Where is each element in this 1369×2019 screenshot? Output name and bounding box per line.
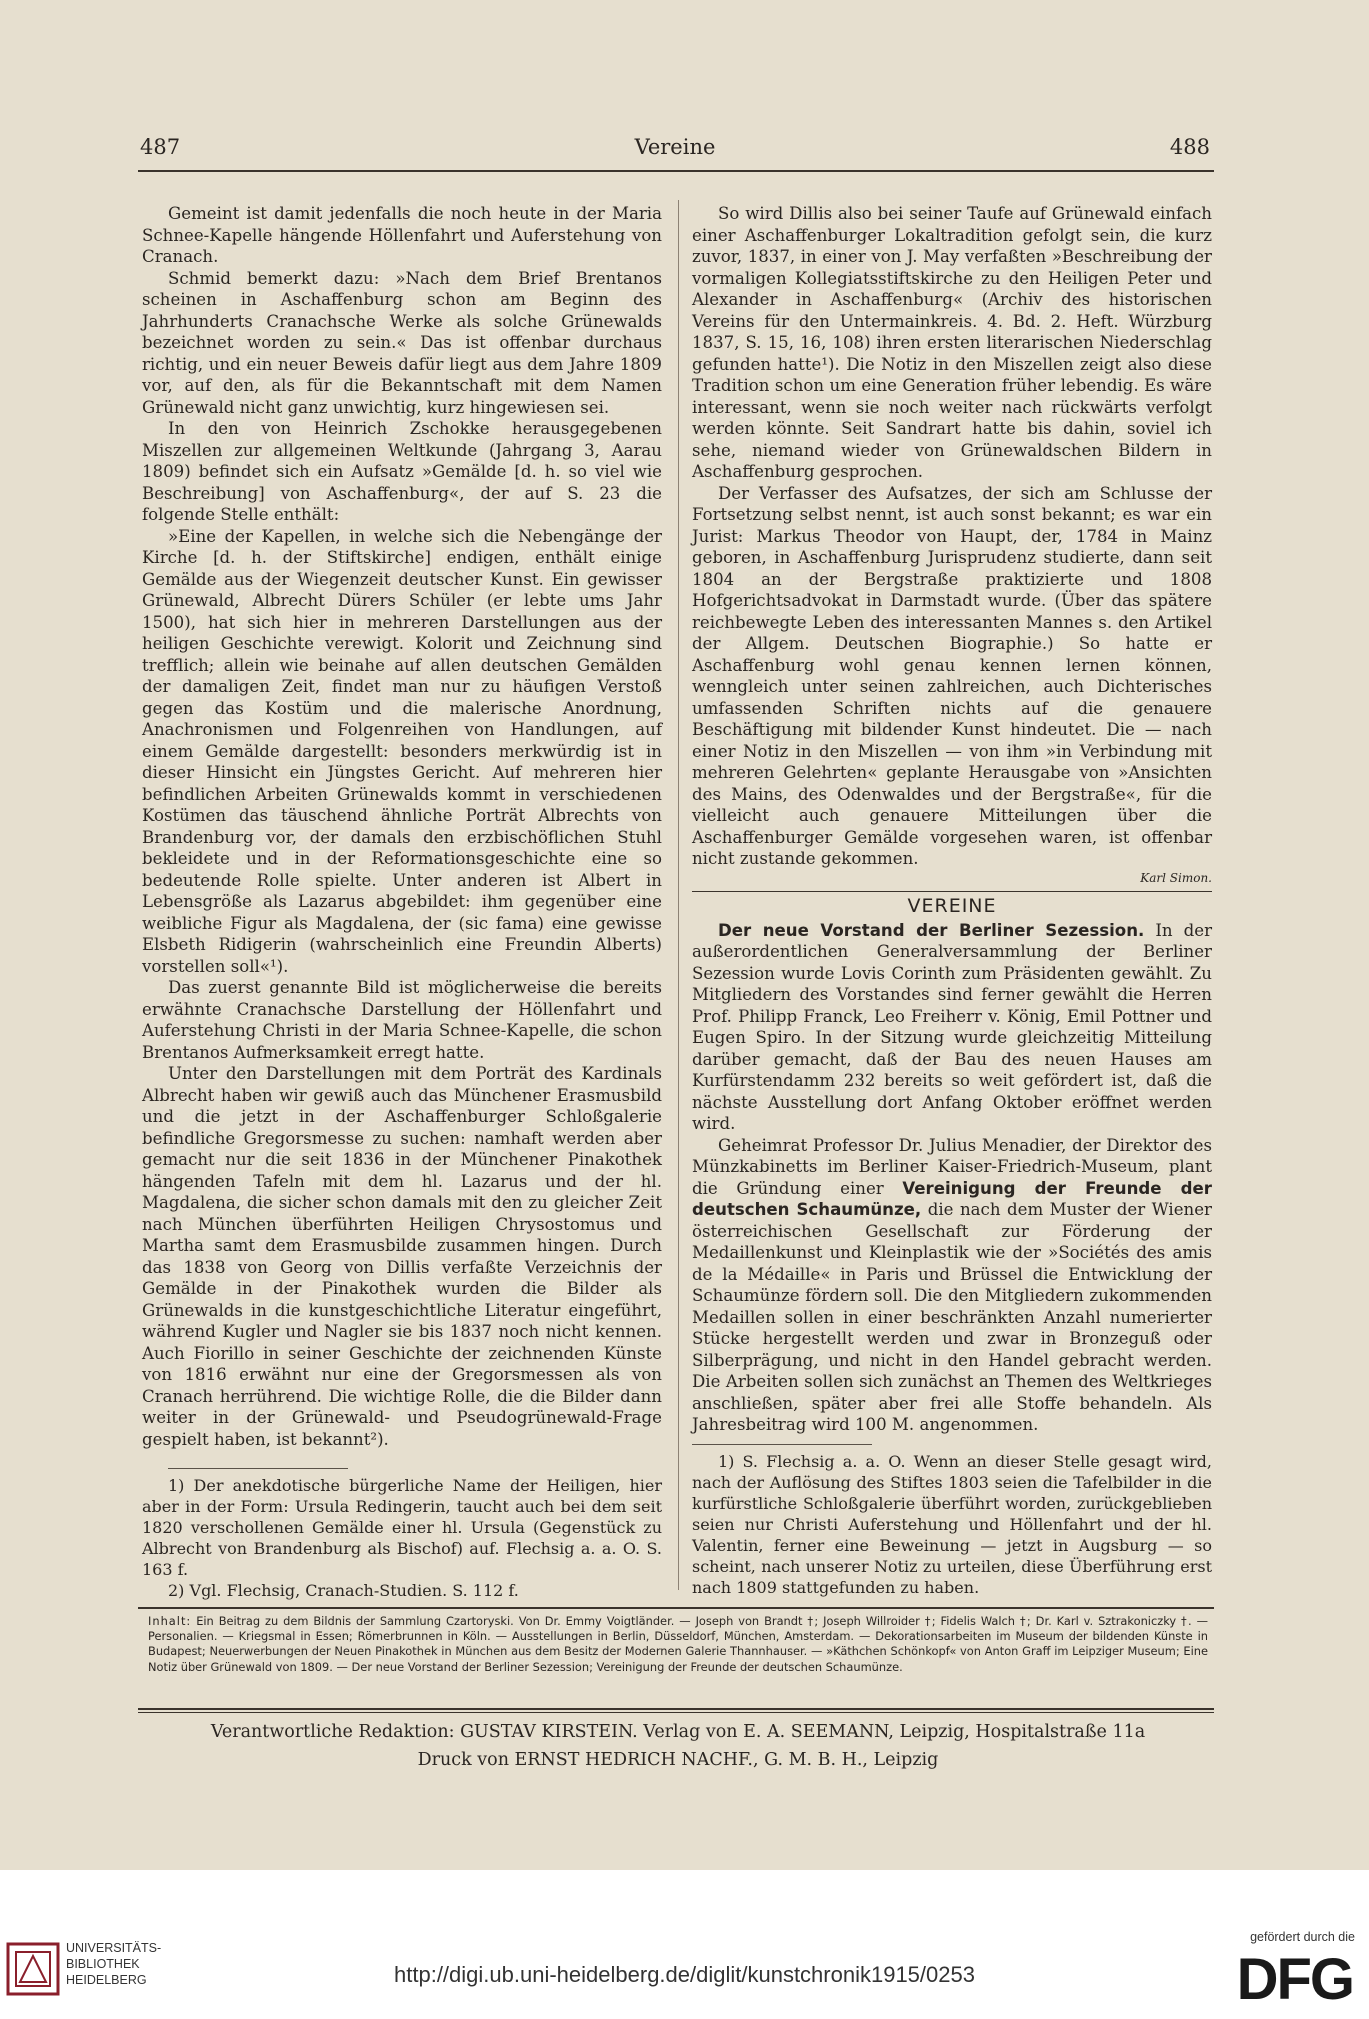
- contents-label: Inhalt:: [148, 1614, 192, 1628]
- contents-rule-top: [138, 1607, 1214, 1609]
- table-of-contents: [148, 1614, 1208, 1675]
- left-column: [142, 203, 662, 1601]
- section-heading: VEREINE: [907, 895, 997, 917]
- dfg-logo: DFG: [1236, 1947, 1353, 2012]
- news-text: In der außerordentlichen Generalversammlung der Berliner Sezession wurde Lovis Corinth zum Präsidenten gewählt. Zu Mitgliedern des Vorstandes sind ferner gewählt die Herren Prof. Philipp Franck, Leo Freiherr v. König, Emil Pottner und Eugen Spiro. In der Sitzung wurde gleichzeitig Mitteilung darüber gemacht, daß der Bau des neuen Hauses am Kurfürstendamm 232 bereits so weit gefördert ist, daß die nächste Ausstellung dort Anfang Oktober eröffnet werden wird.: [692, 920, 1212, 1133]
- funding-caption: gefördert durch die: [1250, 1930, 1355, 1944]
- news-headline: Der neue Vorstand der Berliner Sezession.: [718, 920, 1145, 940]
- page-number-right: 488: [1169, 135, 1210, 159]
- news-text: die nach dem Muster der Wiener österreichischen Gesellschaft zur Förderung der Medaillenkunst und Kleinplastik wie der »Sociétés des amis de la Médaille« in Paris und Brüssel die Entwicklung der Schaumünze fördern soll. Die den Mitgliedern zukommenden Medaillen sollen in einer beschränkten Anzahl numerierter Stücke hergestellt werden und zwar in Bronzeguß oder Silberprägung, und nicht in den Handel gebracht werden. Die Arbeiten sollen sich zunächst an Themen des Weltkrieges anschließen, später aber frei alle Stoffe behandeln. Als Jahresbeitrag wird 100 M. angenommen.: [692, 1200, 1212, 1434]
- right-column: [692, 203, 1212, 1598]
- quotation: »Eine der Kapellen, in welche sich die Nebengänge der Kirche [d. h. der Stiftskirche] endigen, enthält einige Gemälde aus der Wiegenzeit deutscher Kunst. Ein gewisser Grünewald, Albrecht Dürers Schüler (er lebte ums Jahr 1500), hat sich hier in mehreren Darstellungen aus der heiligen Geschichte verewigt. Kolorit und Zeichnung sind trefflich; allein wie beinahe auf allen deutschen Gemälden der damaligen Zeit, findet man nur zu häufigen Verstoß gegen das Kostüm und die malerische Anordnung, Anachronismen und Folgenreihen von Handlungen, auf einem Gemälde dargestellt: besonders merkwürdig ist in dieser Hinsicht ein Jüngstes Gericht. Auf mehreren hier befindlichen Arbeiten Grünewalds kommt in verschiedenen Kostümen das täuschend ähnliche Porträt Albrechts von Brandenburg vor, der damals den erzbischöflichen Stuhl bekleidete und in der Reformationsgeschichte eine so bedeutende Rolle spielte. Unter anderen ist Albert in Lebensgröße als Lazarus abgebildet: ihm gegenüber eine weibliche Figur als Magdalena, der (sic fama) eine gewisse Elsbeth Ridigerin (wahrscheinlich eine Freundin Alberts) vorstellen soll«¹).: [142, 526, 662, 976]
- paragraph: [692, 920, 1212, 1135]
- footnote: 2) Vgl. Flechsig, Cranach-Studien. S. 112 f.: [168, 1581, 519, 1600]
- permalink-url[interactable]: http://digi.ub.uni-heidelberg.de/diglit/kunstchronik1915/0253: [394, 1962, 975, 1987]
- imprint-line: Druck von ERNST HEDRICH NACHF., G. M. B. H., Leipzig: [417, 1750, 939, 1770]
- paragraph: Das zuerst genannte Bild ist möglicherweise die bereits erwähnte Cranachsche Darstellung der Höllenfahrt und Auferstehung Christi in der Maria Schnee-Kapelle, die schon Brentanos Aufmerksamkeit erregt hatte.: [142, 978, 662, 1062]
- footnote-rule: [692, 1444, 872, 1445]
- paragraph: Der Verfasser des Aufsatzes, der sich am Schlusse der Fortsetzung selbst nennt, ist auch sonst bekannt; es war ein Jurist: Markus Theodor von Haupt, der, 1784 in Mainz geboren, in Aschaffenburg Jurisprudenz studierte, dann seit 1804 an der Bergstraße praktizierte und 1808 Hofgerichtsadvokat in Darmstadt wurde. (Über das spätere reichbewegte Leben des interessanten Mannes s. den Artikel der Allgem. Deutschen Biographie.) So hatte er Aschaffenburg wohl genau kennen lernen können, wenngleich unter seinen zahlreichen, auch Dichterisches umfassenden Schriften nichts auf die genauere Beschäftigung mit bildender Kunst hindeutet. Die — nach einer Notiz in den Miszellen — von ihm »in Verbindung mit mehreren Gelehrten« geplante Herausgabe von »Ansichten des Mains, des Odenwaldes und der Bergstraße«, für die vielleicht auch genauere Mitteilungen über die Aschaffenburger Gemälde vorgesehen waren, ist offenbar nicht zustande gekommen.: [692, 483, 1212, 868]
- paragraph: Unter den Darstellungen mit dem Porträt des Kardinals Albrecht haben wir gewiß auch das Münchener Erasmusbild und die jetzt in der Aschaffenburger Schloßgalerie befindliche Gregorsmesse zu suchen: namhaft werden aber gemacht nur die seit 1836 in der Münchener Pinakothek hängenden Tafeln mit dem hl. Lazarus und der hl. Magdalena, die sicher schon damals mit den zu gleicher Zeit nach München überführten Heiligen Chrysostomus und Martha samt dem Erasmusbilde zusammen hingen. Durch das 1838 von Georg von Dillis verfaßte Verzeichnis der Gemälde in der Pinakothek wurden die Bilder als Grünewalds in die kunstgeschichtliche Literatur eingeführt, während Kugler und Nagler sie bis 1837 noch nicht kennen. Auch Fiorillo in seiner Geschichte der zeichnenden Künste von 1816 erwähnt nur eine der Gregorsmessen als von Cranach herrührend. Die wichtige Rolle, die die Bilder dann weiter in der Grünewald- und Pseudogrünewald-Frage gespielt haben, ist bekannt²).: [142, 1064, 662, 1449]
- running-header: [140, 135, 1210, 167]
- paragraph: [692, 1135, 1212, 1436]
- signature: [692, 868, 1212, 890]
- viewer-footer: [0, 1870, 1369, 2019]
- contents-text: Ein Beitrag zu dem Bildnis der Sammlung Czartoryski. Von Dr. Emmy Voigtländer. — Joseph von Brandt †; Joseph Willroider †; Fidelis Walch †; Dr. Karl v. Sztrakoniczky †. — Personalien. — Kriegsmal in Essen; Römerbrunnen in Köln. — Ausstellungen in Berlin, Düsseldorf, München, Amsterdam. — Dekorationsarbeiten im Museum der bildenden Künste in Budapest; Neuerwerbungen der Neuen Pinakothek in München aus dem Besitz der Modernen Galerie Thannhauser. — »Käthchen Schönkopf« von Anton Graff im Leipziger Museum; Eine Notiz über Grünewald von 1809. — Der neue Vorstand der Berliner Sezession; Vereinigung der Freunde der deutschen Schaumünze.: [148, 1614, 1208, 1674]
- section-rule: [692, 891, 1212, 892]
- imprint: [140, 1718, 1216, 1774]
- footnote-rule: [168, 1468, 348, 1469]
- paragraph: So wird Dillis also bei seiner Taufe auf Grünewald einfach einer Aschaffenburger Lokaltradition gefolgt sein, die kurz zuvor, 1837, in einer von J. May verfaßten »Beschreibung der vormaligen Kollegiatsstiftskirche zu den Heiligen Peter und Alexander in Aschaffenburg« (Archiv des historischen Vereins für den Untermainkreis. 4. Bd. 2. Heft. Würzburg 1837, S. 15, 16, 108) ihren ersten literarischen Niederschlag gefunden hatte¹). Die Notiz in den Miszellen zeigt also diese Tradition schon um eine Generation früher lebendig. Es wäre interessant, wenn sie noch weiter nach rückwärts verfolgt werden könnte. Seit Sandrart hatte bis dahin, soviel ich sehe, niemand wieder von Grünewaldschen Bildern in Aschaffenburg gesprochen.: [692, 204, 1212, 481]
- library-name-line: BIBLIOTHEK: [66, 1957, 140, 1971]
- news-emphasis: Vereinigung der Freunde der deutschen Schaumünze,: [692, 1178, 1212, 1219]
- header-rule: [138, 170, 1214, 172]
- contents-rule-thin: [138, 1712, 1214, 1713]
- footnotes: [692, 1451, 1212, 1598]
- footnotes: [142, 1475, 662, 1601]
- paragraph: In den von Heinrich Zschokke herausgegebenen Miszellen zur allgemeinen Weltkunde (Jahrgang 3, Aarau 1809) befindet sich ein Aufsatz »Gemälde [d. h. so viel wie Beschreibung] von Aschaffenburg«, der auf S. 23 die folgende Stelle enthält:: [142, 419, 662, 524]
- paragraph: Schmid bemerkt dazu: »Nach dem Brief Brentanos scheinen in Aschaffenburg schon am Beginn des Jahrhunderts Cranachsche Werke als solche Grünewalds bezeichnet worden zu sein.« Das ist offenbar durchaus richtig, und ein neuer Beweis dafür liegt aus dem Jahre 1809 vor, auf den, als für die Bekanntschaft mit dem Namen Grünewald nicht ganz unwichtig, kurz hingewiesen sei.: [142, 268, 662, 417]
- column-divider: [678, 200, 679, 1590]
- footnote: 1) S. Flechsig a. a. O. Wenn an dieser Stelle gesagt wird, nach der Auflösung des Stiftes 1803 seien die Tafelbilder in die kurfürstliche Schloßgalerie überführt worden, zurückgeblieben seien nur Christi Auferstehung und Höllenfahrt und der hl. Valentin, ferner eine Beweinung — jetzt in Augsburg — so scheint, nach unserer Notiz zu urteilen, diese Überführung erst nach 1809 stattgefunden zu haben.: [692, 1451, 1212, 1597]
- news-text: Geheimrat Professor Dr. Julius Menadier, der Direktor des Münzkabinetts im Berliner Kaiser-Friedrich-Museum, plant die Gründung einer: [692, 1135, 1212, 1198]
- paragraph: Gemeint ist damit jedenfalls die noch heute in der Maria Schnee-Kapelle hängende Höllenfahrt und Auferstehung von Cranach.: [142, 204, 662, 266]
- page-number-left: 487: [140, 135, 181, 159]
- signature-text: Karl Simon.: [1140, 870, 1212, 885]
- running-title: Vereine: [634, 135, 716, 159]
- library-name-line: HEIDELBERG: [66, 1973, 147, 1987]
- library-name-line: UNIVERSITÄTS-: [66, 1941, 162, 1955]
- footnote: 1) Der anekdotische bürgerliche Name der Heiligen, hier aber in der Form: Ursula Redingerin, taucht auch bei dem seit 1820 verschollenen Gemälde einer hl. Ursula (Gegenstück zu Albrecht von Brandenburg als Bischof) auf. Flechsig a. a. O. S. 163 f.: [142, 1476, 662, 1579]
- contents-rule-bottom: [138, 1708, 1214, 1710]
- imprint-line: Verantwortliche Redaktion: GUSTAV KIRSTEIN. Verlag von E. A. SEEMANN, Leipzig, Hospitalstraße 11a: [210, 1722, 1146, 1742]
